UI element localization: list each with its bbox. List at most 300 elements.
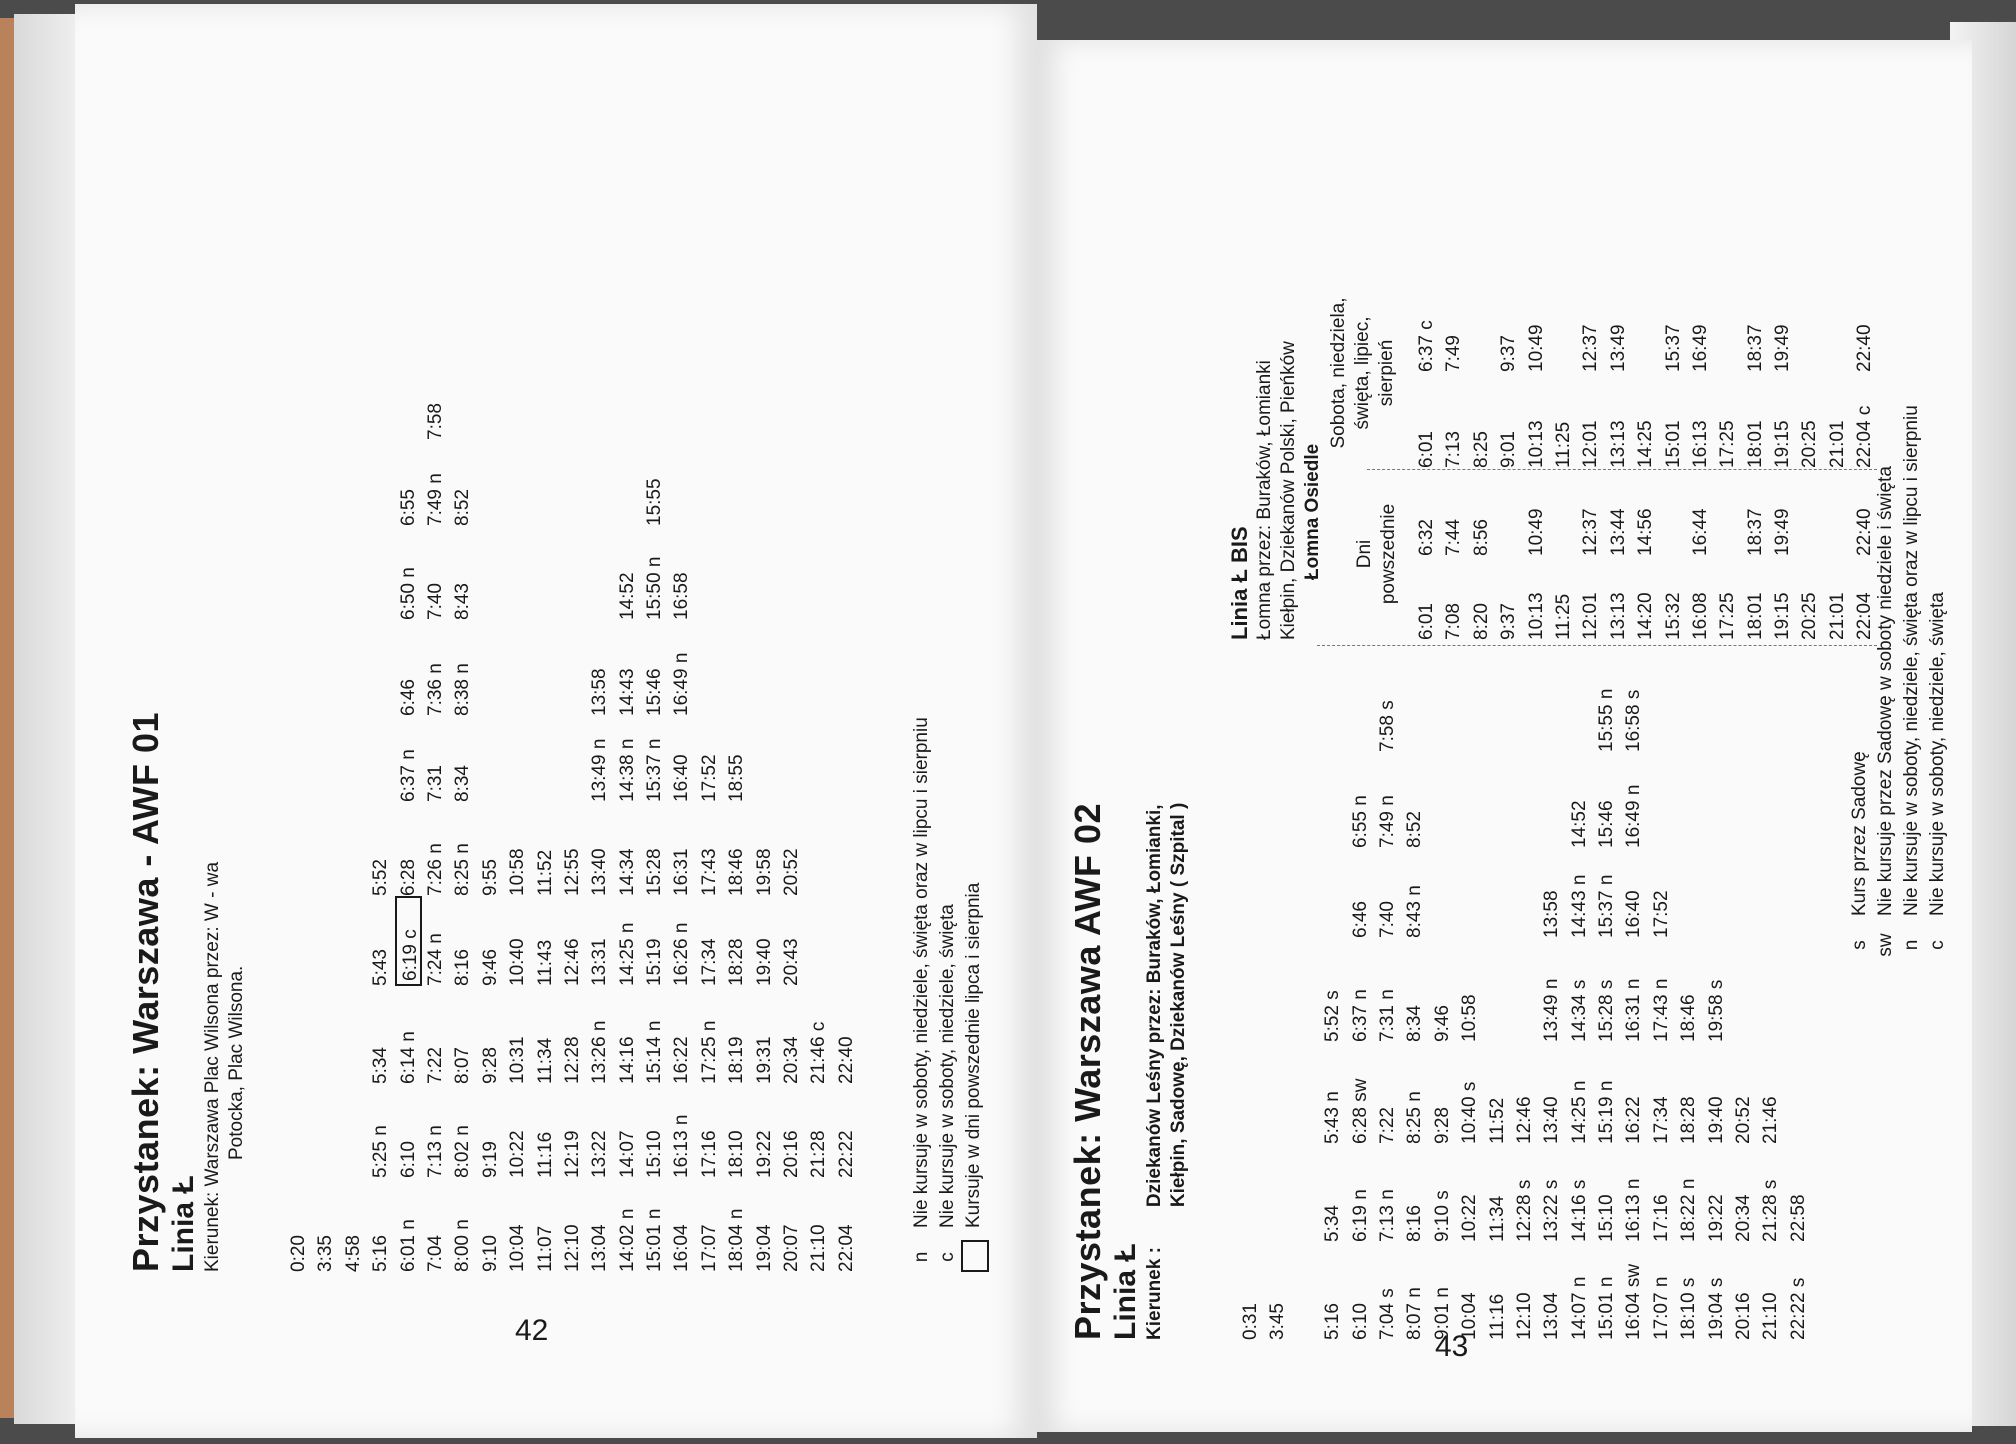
departure-time: 6:01 (1416, 431, 1437, 468)
departure-time: 18:19 (726, 1036, 748, 1084)
departure-time (504, 716, 531, 802)
departure-time (1237, 938, 1264, 1042)
departure-time (1660, 472, 1687, 556)
departure-time (504, 526, 531, 620)
departure-time (860, 802, 887, 896)
departure-time: 20:52 (1733, 1096, 1755, 1144)
departure-time (751, 380, 778, 440)
departure-time: 14:16 s (1568, 1179, 1590, 1242)
departure-time (1730, 672, 1757, 752)
departure-time (1292, 848, 1319, 938)
departure-time: 21:10 (808, 1224, 830, 1272)
departure-time: 14:25 (1635, 420, 1657, 468)
departure-time (1456, 672, 1483, 752)
departure-time (1538, 672, 1565, 752)
weekend-header: Sobota, niedziela, (1328, 297, 1349, 449)
departure-time (1484, 848, 1511, 938)
departure-time (1812, 1144, 1839, 1242)
departure-time: 20:16 (1733, 1292, 1755, 1340)
departure-time: 7:13 n (424, 1125, 446, 1178)
departure-time: 10:49 (1525, 508, 1547, 556)
departure-time: 16:13 n (1623, 1178, 1645, 1242)
legend-text: Kursuje w dni powszednie lipca i sierpnia (963, 882, 984, 1228)
departure-time: 8:34 (1404, 1005, 1426, 1042)
direction-label: Kierunek : (1144, 1247, 1165, 1340)
right-page-direction: Dziekanów Leśny przez: Buraków, Łomianki, (1144, 804, 1165, 1208)
departure-time (1264, 1042, 1291, 1144)
departure-time (751, 440, 778, 526)
departure-time: 16:49 n (1623, 784, 1645, 848)
departure-time (778, 380, 805, 440)
departure-time: 16:13 n (671, 1114, 693, 1178)
departure-time (833, 440, 860, 526)
departure-time: 7:04 (424, 1235, 446, 1272)
departure-time: 15:50 n (644, 556, 666, 620)
right-legend (1847, 405, 1951, 960)
departure-time (312, 716, 339, 802)
departure-time (312, 896, 339, 986)
departure-time (833, 716, 860, 802)
departure-time (1319, 752, 1346, 848)
departure-time (696, 620, 723, 716)
departure-time: 6:37 n (397, 749, 419, 802)
departure-time: 13:26 n (589, 1020, 611, 1084)
departure-time: 7:22 (1376, 1107, 1398, 1144)
departure-time (312, 526, 339, 620)
departure-time: 17:16 (1650, 1194, 1672, 1242)
bis-column-divider (1367, 469, 1877, 470)
departure-time (1757, 752, 1784, 848)
departure-time: 17:25 n (698, 1020, 720, 1084)
departure-time (285, 526, 312, 620)
weekday-header-cont: powszednie (1378, 503, 1399, 605)
departure-time: 9:46 (479, 949, 501, 986)
departure-time: 12:01 (1580, 420, 1602, 468)
departure-time: 13:58 (1541, 890, 1563, 938)
departure-time (614, 380, 641, 440)
departure-time (340, 526, 367, 620)
departure-time: 18:46 (726, 848, 748, 896)
departure-time (449, 380, 476, 440)
departure-time (1237, 1042, 1264, 1144)
departure-time: 14:25 n (616, 922, 638, 986)
departure-time (860, 1178, 887, 1272)
departure-time (285, 380, 312, 440)
departure-time: 11:07 (534, 1225, 556, 1272)
departure-time (778, 526, 805, 620)
departure-time (1401, 672, 1428, 752)
departure-time (833, 620, 860, 716)
departure-time (833, 526, 860, 620)
legend-text: Nie kursuje przez Sadowę w soboty niedziele i święta (1875, 466, 1896, 916)
departure-time: 18:55 (726, 754, 748, 802)
departure-time (1703, 848, 1730, 938)
departure-time (1538, 752, 1565, 848)
departure-time: 20:16 (781, 1130, 803, 1178)
departure-time: 15:37 (1662, 324, 1684, 372)
departure-time (1347, 672, 1374, 752)
departure-time (559, 440, 586, 526)
departure-time: 15:01 n (1596, 1276, 1618, 1340)
departure-time: 13:13 (1607, 592, 1629, 640)
legend-key: n (1901, 939, 1922, 951)
departure-time: 5:43 (370, 949, 392, 986)
departure-time (395, 380, 422, 440)
departure-time: 15:19 n (1596, 1080, 1618, 1144)
departure-time: 19:15 (1772, 420, 1794, 468)
departure-time: 17:25 (1717, 420, 1739, 468)
departure-time: 8:20 (1470, 603, 1492, 640)
departure-time: 11:52 (1486, 1097, 1508, 1144)
departure-time (1456, 752, 1483, 848)
departure-time: 16:13 (1689, 420, 1711, 468)
departure-time (532, 526, 559, 620)
departure-time: 17:52 (698, 754, 720, 802)
departure-time: 5:34 (370, 1047, 392, 1084)
weekend-header-cont: święta, lipiec, (1352, 316, 1373, 430)
departure-time: 19:31 (753, 1036, 775, 1084)
departure-time: 14:16 (616, 1036, 638, 1084)
departure-time: 7:04 s (1376, 1288, 1398, 1340)
departure-time (1264, 752, 1291, 848)
departure-time: 5:34 (1322, 1205, 1344, 1242)
legend-key-box (961, 1242, 997, 1272)
departure-time: 7:13 (1443, 431, 1465, 468)
departure-time: 18:01 (1744, 420, 1766, 468)
departure-time: 13:04 (1541, 1292, 1563, 1340)
departure-time (778, 620, 805, 716)
departure-time (1703, 672, 1730, 752)
departure-time: 7:24 n (424, 933, 446, 986)
departure-time: 12:28 s (1513, 1179, 1535, 1242)
departure-time: 8:25 n (1404, 1091, 1426, 1144)
departure-time: 21:01 (1826, 592, 1848, 640)
departure-time (367, 380, 394, 440)
departure-time: 7:49 (1443, 335, 1465, 372)
departure-time: 12:28 (561, 1036, 583, 1084)
departure-time: 17:34 (698, 938, 720, 986)
departure-time: 21:28 (808, 1130, 830, 1178)
departure-time (1237, 1144, 1264, 1242)
departure-time: 3:45 (1267, 1303, 1289, 1340)
departure-time: 21:46 (1760, 1096, 1782, 1144)
departure-time: 10:13 (1525, 420, 1547, 468)
departure-time: 16:44 (1689, 508, 1711, 556)
departure-time: 9:01 n (1431, 1287, 1453, 1340)
departure-time (312, 440, 339, 526)
departure-time (1785, 672, 1812, 752)
page-number-right: 43 (1435, 1330, 1469, 1363)
departure-time: 7:40 (424, 583, 446, 620)
legend-key: c (1927, 940, 1948, 950)
departure-time (778, 716, 805, 802)
departure-time: 9:46 (1431, 1005, 1453, 1042)
departure-time (1812, 848, 1839, 938)
departure-time: 16:40 (1623, 890, 1645, 938)
departure-time (1648, 672, 1675, 752)
departure-time: 7:40 (1376, 901, 1398, 938)
departure-time (723, 380, 750, 440)
departure-time (477, 716, 504, 802)
left-legend (909, 717, 997, 1272)
departure-time: 13:44 (1607, 508, 1629, 556)
departure-time: 12:19 (561, 1130, 583, 1178)
departure-time (751, 620, 778, 716)
departure-time (860, 526, 887, 620)
departure-time (1730, 848, 1757, 938)
departure-time (1812, 752, 1839, 848)
departure-time: 22:22 s (1787, 1277, 1809, 1340)
departure-time: 10:40 s (1459, 1081, 1481, 1144)
departure-time (860, 620, 887, 716)
departure-time: 9:10 (479, 1235, 501, 1272)
departure-time: 6:55 n (1349, 795, 1371, 848)
departure-time (312, 620, 339, 716)
departure-time: 18:10 (726, 1130, 748, 1178)
departure-time: 20:07 (781, 1224, 803, 1272)
departure-time (1796, 282, 1823, 372)
departure-time (1703, 752, 1730, 848)
departure-time: 17:52 (1650, 890, 1672, 938)
departure-time: 13:22 (589, 1130, 611, 1178)
departure-time: 6:55 (397, 489, 419, 526)
departure-time (1812, 672, 1839, 752)
departure-time (1757, 672, 1784, 752)
departure-time: 22:58 (1787, 1194, 1809, 1242)
departure-time: 0:20 (288, 1235, 309, 1272)
departure-time: 20:52 (781, 848, 803, 896)
departure-time: 5:43 n (1322, 1091, 1344, 1144)
departure-time: 20:25 (1799, 420, 1821, 468)
departure-time: 14:07 n (1568, 1276, 1590, 1340)
departure-time: 19:58 s (1705, 979, 1727, 1042)
right-timetable (1237, 672, 1840, 1340)
departure-time: 19:15 (1772, 592, 1794, 640)
departure-time: 7:31 n (1376, 989, 1398, 1042)
departure-time (340, 802, 367, 896)
departure-time (860, 896, 887, 986)
departure-time: 7:22 (424, 1047, 446, 1084)
departure-time (285, 802, 312, 896)
departure-time: 8:07 n (1404, 1287, 1426, 1340)
departure-time (833, 896, 860, 986)
legend-key: sw (1875, 933, 1896, 957)
departure-time: 9:10 s (1431, 1190, 1453, 1242)
departure-time (1714, 282, 1741, 372)
departure-time: 17:34 (1650, 1096, 1672, 1144)
departure-time (1714, 472, 1741, 556)
departure-time: 15:37 n (644, 738, 666, 802)
legend-row (935, 717, 961, 1272)
departure-time: 14:34 s (1568, 979, 1590, 1042)
departure-time: 10:04 (507, 1224, 529, 1272)
departure-time: 19:49 (1772, 324, 1794, 372)
departure-time: 9:19 (479, 1141, 501, 1178)
departure-time: 17:07 (698, 1224, 720, 1272)
departure-time: 13:40 (589, 848, 611, 896)
departure-time: 5:52 (370, 859, 392, 896)
departure-time (1429, 672, 1456, 752)
departure-time (312, 986, 339, 1084)
departure-time: 7:26 n (424, 843, 446, 896)
departure-time (1675, 672, 1702, 752)
departure-time: 11:16 (1486, 1293, 1508, 1340)
departure-time (285, 1084, 312, 1178)
departure-time (723, 526, 750, 620)
departure-time (1785, 848, 1812, 938)
departure-time: 16:58 s (1623, 689, 1645, 752)
departure-time (1511, 672, 1538, 752)
departure-time: 12:46 (561, 938, 583, 986)
departure-time: 4:58 (342, 1235, 364, 1272)
left-page-content (125, 72, 1025, 1272)
departure-time: 8:38 n (452, 663, 474, 716)
departure-time: 14:34 (616, 848, 638, 896)
departure-time (1675, 752, 1702, 848)
departure-time (1495, 472, 1522, 556)
departure-time (586, 440, 613, 526)
bis-title: Linia Ł BIS (1227, 526, 1252, 640)
departure-time: 16:58 (671, 572, 693, 620)
departure-time: 7:58 (424, 403, 446, 440)
bis-divider (1317, 645, 1877, 646)
departure-time (805, 380, 832, 440)
departure-time: 8:16 (452, 949, 474, 986)
departure-time (1264, 938, 1291, 1042)
departure-time: 16:49 (1689, 324, 1711, 372)
departure-time: 6:10 (397, 1141, 419, 1178)
departure-time (1675, 848, 1702, 938)
departure-time (1264, 672, 1291, 752)
departure-time (285, 896, 312, 986)
departure-time (1550, 472, 1577, 556)
departure-time: 19:04 s (1705, 1277, 1727, 1340)
bis-weekend-times (1413, 278, 1879, 468)
left-page (75, 4, 1037, 1438)
departure-time: 15:46 (1596, 800, 1618, 848)
left-page-direction: Kierunek: Warszawa Plac Wilsona przez: W - wa (202, 861, 223, 1272)
departure-time: 16:22 (1623, 1096, 1645, 1144)
departure-time: 13:04 (589, 1224, 611, 1272)
departure-time (1484, 672, 1511, 752)
departure-time (1292, 672, 1319, 752)
legend-text: Nie kursuje w soboty, niedziele, święta oraz w lipcu i sierpniu (911, 717, 932, 1228)
departure-time: 15:19 (644, 938, 666, 986)
departure-time: 6:32 (1416, 519, 1437, 556)
departure-time: 7:31 (424, 765, 446, 802)
departure-time: 8:07 (452, 1047, 474, 1084)
right-page (1037, 40, 1972, 1432)
departure-time: 14:43 n (1568, 874, 1590, 938)
departure-time: 6:14 n (397, 1031, 419, 1084)
departure-time (833, 802, 860, 896)
departure-time (532, 380, 559, 440)
departure-time: 6:01 n (397, 1219, 419, 1272)
departure-time (1292, 938, 1319, 1042)
departure-time: 14:07 (616, 1130, 638, 1178)
departure-time (1429, 848, 1456, 938)
legend-row (961, 717, 997, 1272)
left-page-line: Linia Ł (167, 1175, 200, 1272)
departure-time: 6:28 sw (1349, 1078, 1371, 1144)
departure-time (312, 802, 339, 896)
departure-time: 11:16 (534, 1131, 556, 1178)
left-page-direction-cont: Potocka, Plac Wilsona. (226, 965, 247, 1160)
departure-time: 14:38 n (616, 738, 638, 802)
legend-text: Nie kursuje w soboty, niedziele, święta oraz w lipcu i sierpniu (1901, 405, 1922, 916)
departure-time: 15:55 n (1596, 688, 1618, 752)
departure-time: 8:43 n (1404, 885, 1426, 938)
departure-time: 14:20 (1635, 592, 1657, 640)
departure-time: 12:37 (1580, 508, 1602, 556)
page-number-left: 42 (515, 1314, 549, 1347)
left-timetable (285, 380, 888, 1272)
departure-time: 13:49 n (1541, 978, 1563, 1042)
departure-time (477, 620, 504, 716)
departure-time: 10:58 (507, 848, 529, 896)
departure-time: 13:49 (1607, 324, 1629, 372)
departure-time: 14:25 n (1568, 1080, 1590, 1144)
departure-time (367, 526, 394, 620)
departure-time: 14:52 (616, 572, 638, 620)
departure-time (668, 380, 695, 440)
departure-time: 18:28 (726, 938, 748, 986)
departure-time (477, 526, 504, 620)
departure-time: 20:34 (781, 1036, 803, 1084)
left-page-title: Przystanek: Warszawa - AWF 01 (125, 711, 166, 1272)
departure-time: 14:56 (1635, 508, 1657, 556)
departure-time (1292, 1042, 1319, 1144)
departure-time (504, 440, 531, 526)
departure-time (285, 986, 312, 1084)
departure-time: 12:46 (1513, 1096, 1535, 1144)
departure-time: 15:14 n (644, 1020, 666, 1084)
departure-time: 16:31 n (1623, 978, 1645, 1042)
departure-time: 16:22 (671, 1036, 693, 1084)
departure-time: 21:28 s (1760, 1179, 1782, 1242)
departure-time: 16:08 (1689, 592, 1711, 640)
departure-time: 11:34 (1486, 1195, 1508, 1242)
departure-time: 18:04 n (726, 1208, 748, 1272)
legend-row (1899, 405, 1925, 960)
departure-time: 8:43 (452, 583, 474, 620)
departure-time (860, 986, 887, 1084)
departure-time: 15:01 n (644, 1208, 666, 1272)
bis-timetable (1227, 140, 1879, 640)
departure-time: 6:10 (1349, 1303, 1371, 1340)
right-page-direction-cont: Kiełpin, Sadowę, Dziekanów Leśny ( Szpital ) (1168, 802, 1189, 1208)
departure-time: 22:04 c (1854, 405, 1876, 468)
departure-time: 10:22 (1459, 1194, 1481, 1242)
departure-time: 22:04 (835, 1224, 857, 1272)
departure-time: 16:04 sw (1623, 1263, 1645, 1340)
departure-time (340, 380, 367, 440)
departure-time (805, 620, 832, 716)
departure-time: 7:08 (1443, 603, 1465, 640)
departure-time (1484, 938, 1511, 1042)
departure-time: 15:28 s (1596, 979, 1618, 1042)
departure-time (285, 440, 312, 526)
departure-time: 10:40 (507, 938, 529, 986)
departure-time (1757, 848, 1784, 938)
legend-row (1873, 405, 1899, 960)
departure-time: 16:04 (671, 1224, 693, 1272)
departure-time: 9:28 (1431, 1107, 1453, 1144)
departure-time (860, 380, 887, 440)
departure-time (1785, 752, 1812, 848)
departure-time: 8:25 n (452, 843, 474, 896)
departure-time (1730, 938, 1757, 1042)
